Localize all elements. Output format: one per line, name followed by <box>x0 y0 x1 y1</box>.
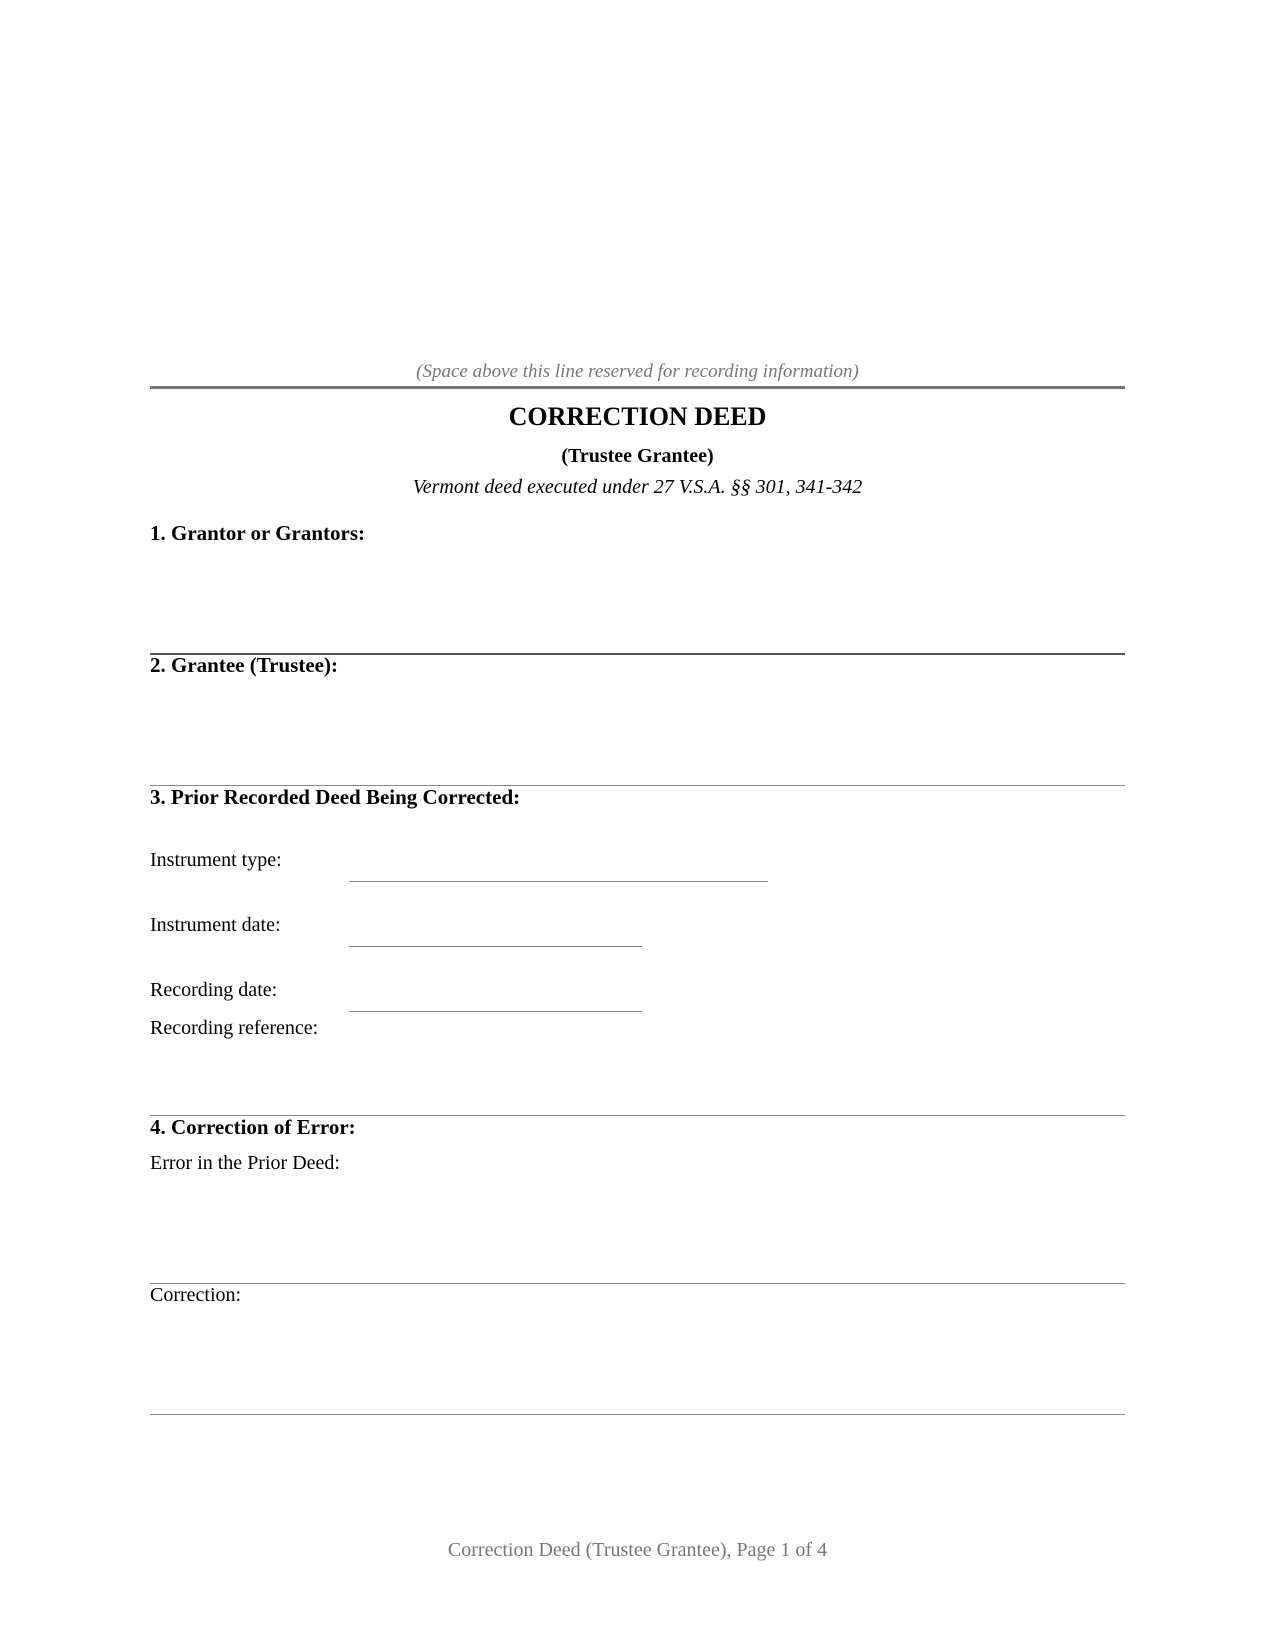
grantee-entry-area[interactable] <box>150 682 1125 782</box>
recording-space-divider <box>150 386 1125 389</box>
correction-label: Correction: <box>150 1284 242 1306</box>
section-grantor-heading: 1. Grantor or Grantors: <box>150 521 366 545</box>
instrument-type-label: Instrument type: <box>150 849 282 871</box>
correction-entry-area[interactable] <box>150 1310 1125 1412</box>
section-correction-heading: 4. Correction of Error: <box>150 1115 356 1139</box>
recording-reference-entry-area[interactable] <box>150 1042 1125 1112</box>
section-prior-deed-heading: 3. Prior Recorded Deed Being Corrected: <box>150 785 521 809</box>
error-entry-area[interactable] <box>150 1178 1125 1280</box>
error-in-prior-deed-label: Error in the Prior Deed: <box>150 1152 340 1174</box>
error-entry-line <box>150 1283 1125 1284</box>
recording-reference-label: Recording reference: <box>150 1017 319 1039</box>
instrument-date-field[interactable] <box>349 946 642 947</box>
document-title: CORRECTION DEED <box>508 402 767 431</box>
section-grantee-heading: 2. Grantee (Trustee): <box>150 653 338 677</box>
recording-date-field[interactable] <box>349 1011 642 1012</box>
page-footer: Correction Deed (Trustee Grantee), Page 1 of 4 <box>447 1539 828 1561</box>
grantor-entry-area[interactable] <box>150 550 1125 650</box>
correction-entry-line <box>150 1414 1125 1415</box>
recording-date-label: Recording date: <box>150 979 278 1001</box>
instrument-date-label: Instrument date: <box>150 914 281 936</box>
document-subtitle: (Trustee Grantee) <box>561 445 714 467</box>
statute-reference: Vermont deed executed under 27 V.S.A. §§ 301, 341-342 <box>412 476 863 498</box>
recording-space-note: (Space above this line reserved for recording information) <box>416 361 859 382</box>
instrument-type-field[interactable] <box>349 881 768 882</box>
